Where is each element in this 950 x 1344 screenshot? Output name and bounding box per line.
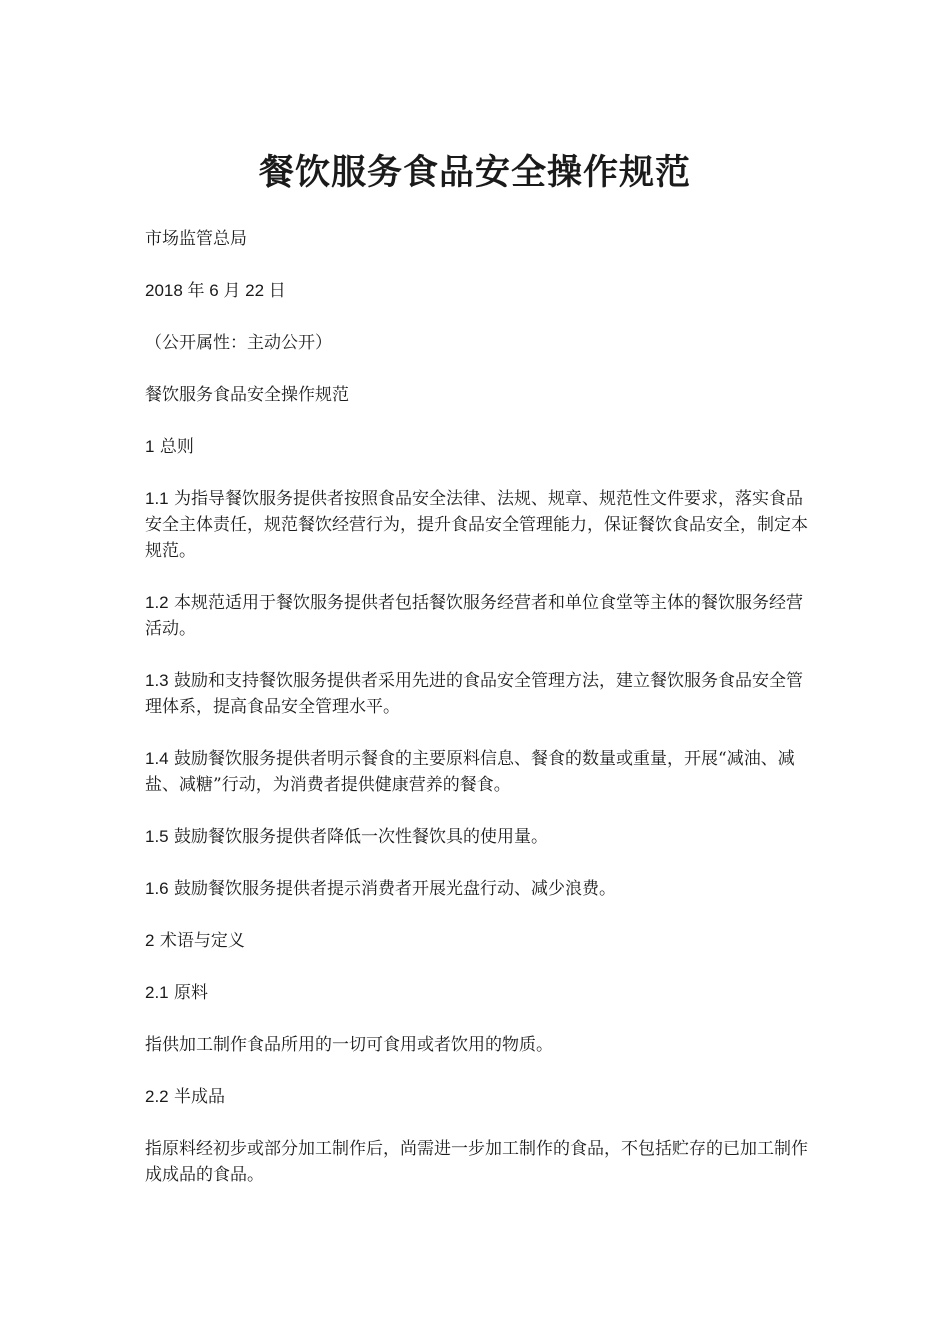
- section-number: 1.3: [145, 671, 169, 690]
- paragraph: [145, 824, 810, 850]
- disclosure-attribute: （公开属性：主动公开）: [145, 333, 332, 353]
- section-number: 1.5: [145, 827, 169, 846]
- paragraph: [145, 746, 810, 798]
- paragraph-text: 术语与定义: [159, 931, 245, 951]
- section-number: 1.6: [145, 879, 169, 898]
- paragraph: [145, 876, 810, 902]
- section-number: 1.4: [145, 749, 169, 768]
- document-subtitle: 餐饮服务食品安全操作规范: [145, 385, 349, 405]
- paragraph-text: 指供加工制作食品所用的一切可食用或者饮用的物质。: [145, 1035, 553, 1055]
- paragraph: [145, 1032, 810, 1058]
- paragraph-text: 本规范适用于餐饮服务提供者包括餐饮服务经营者和单位食堂等主体的餐饮服务经营活动。: [145, 593, 804, 639]
- paragraph: [145, 1084, 810, 1110]
- section-number: 2.1: [145, 983, 169, 1002]
- paragraph-text: 鼓励和支持餐饮服务提供者采用先进的食品安全管理方法，建立餐饮服务食品安全管理体系，提高食品安全管理水平。: [145, 671, 804, 717]
- paragraph-text: 总则: [159, 437, 194, 457]
- paragraph-text: 原料: [174, 983, 209, 1003]
- paragraph-text: 为指导餐饮服务提供者按照食品安全法律、法规、规章、规范性文件要求，落实食品安全主体责任，规范餐饮经营行为，提升食品安全管理能力，保证餐饮食品安全，制定本规范。: [145, 489, 808, 561]
- issuer: 市场监管总局: [145, 229, 247, 249]
- paragraph: [145, 928, 810, 954]
- paragraph: [145, 486, 810, 564]
- publish-date: 2018 年 6 月 22 日: [145, 281, 286, 300]
- paragraph: [145, 1136, 810, 1188]
- section-number: 1.2: [145, 593, 169, 612]
- section-number: 1.1: [145, 489, 169, 508]
- document-title: 餐饮服务食品安全操作规范: [258, 152, 691, 193]
- paragraph: [145, 590, 810, 642]
- paragraph-text: 鼓励餐饮服务提供者提示消费者开展光盘行动、减少浪费。: [174, 879, 617, 899]
- section-number: 2.2: [145, 1087, 169, 1106]
- paragraph: [145, 668, 810, 720]
- paragraph-text: 鼓励餐饮服务提供者明示餐食的主要原料信息、餐食的数量或重量，开展“减油、减盐、减糖”行动，为消费者提供健康营养的餐食。: [145, 749, 795, 795]
- paragraph: [145, 434, 810, 460]
- document-body: [145, 226, 810, 1214]
- paragraph-text: 鼓励餐饮服务提供者降低一次性餐饮具的使用量。: [174, 827, 549, 847]
- section-number: 1: [145, 437, 155, 456]
- paragraph: [145, 980, 810, 1006]
- section-number: 2: [145, 931, 155, 950]
- paragraph-text: 半成品: [174, 1087, 226, 1107]
- paragraph-text: 指原料经初步或部分加工制作后，尚需进一步加工制作的食品，不包括贮存的已加工制作成成品的食品。: [145, 1139, 808, 1185]
